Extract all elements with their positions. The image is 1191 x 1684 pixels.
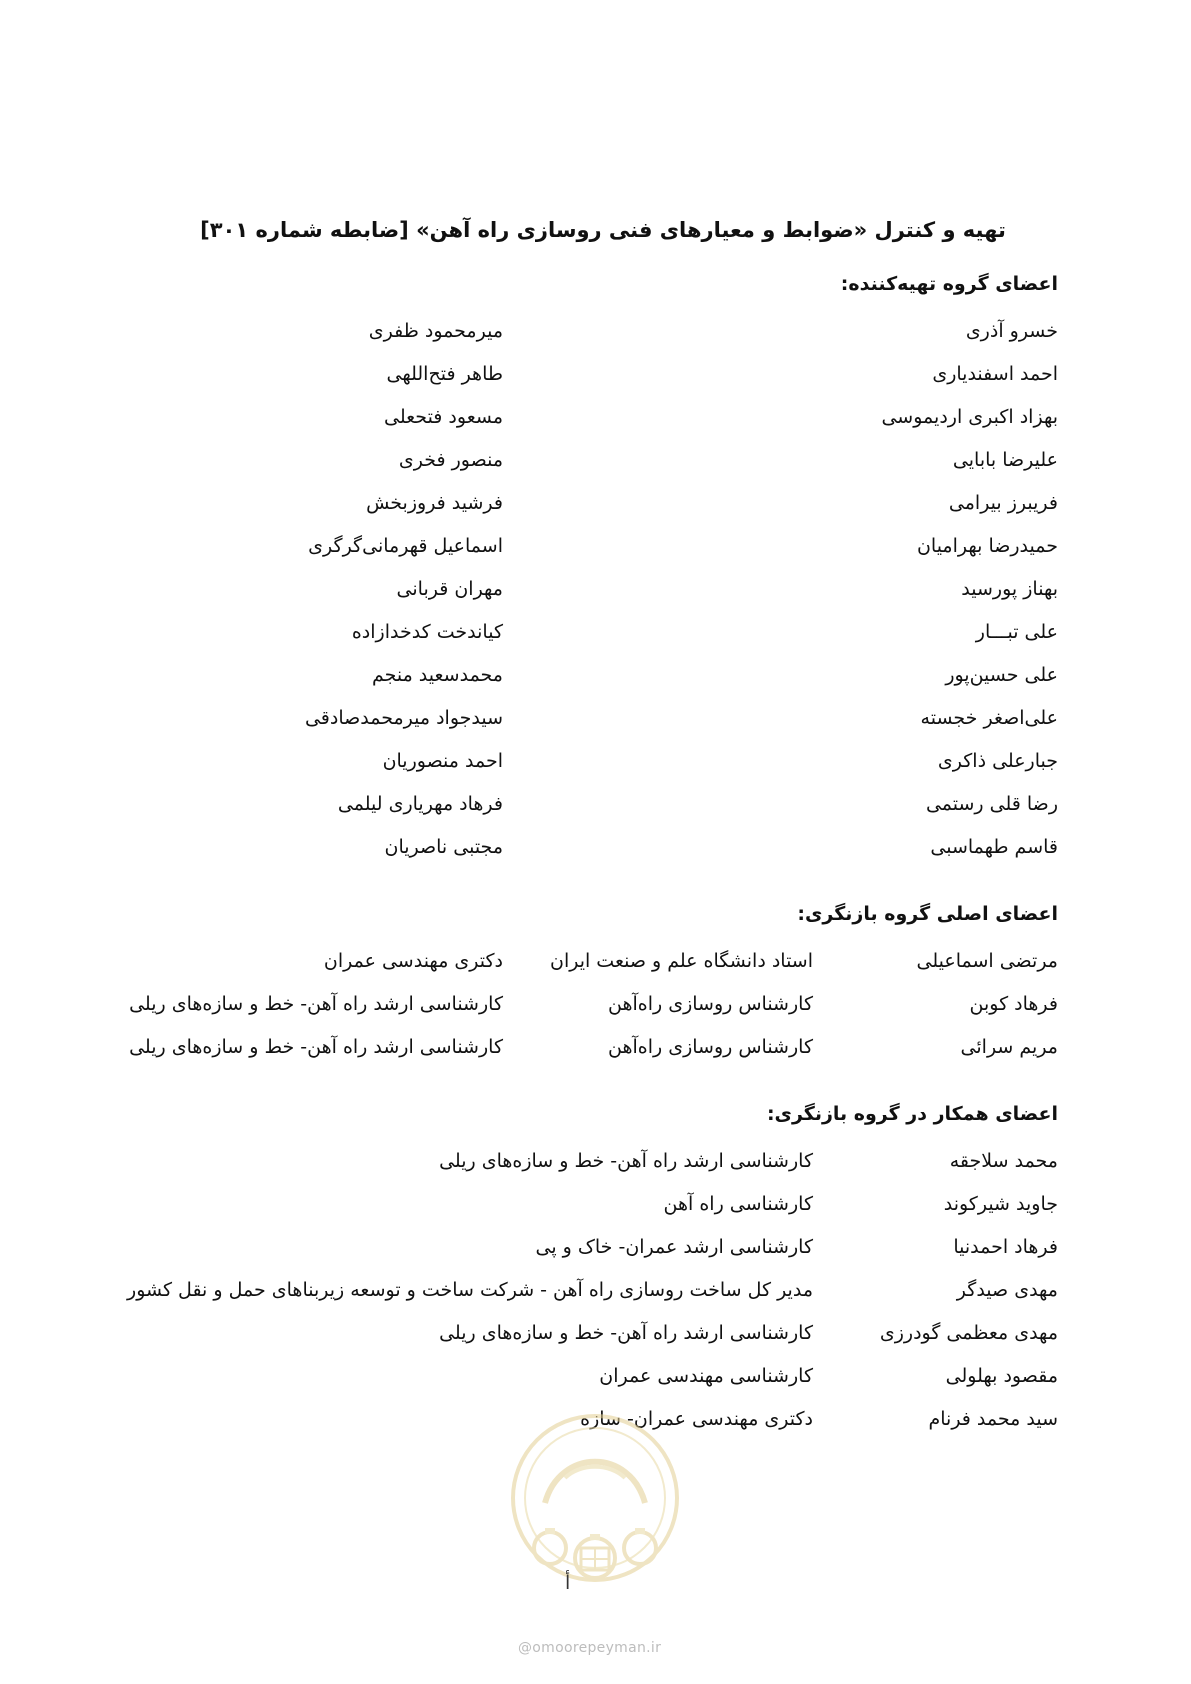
list-item	[0, 363, 1191, 393]
member-name: محمدسعید منجم	[371, 664, 503, 686]
member-name: مرتضی اسماعیلی	[916, 950, 1058, 972]
table-row	[0, 1150, 1191, 1180]
member-name: بهناز پورسید	[961, 578, 1058, 600]
member-name: فریبرز بیرامی	[948, 492, 1058, 514]
member-description: کارشناسی ارشد عمران- خاک و پی	[535, 1236, 813, 1258]
member-description: کارشناسی ارشد راه آهن- خط و سازه‌های ریلی	[439, 1322, 813, 1344]
list-item	[0, 578, 1191, 608]
list-item	[0, 492, 1191, 522]
table-row	[0, 1279, 1191, 1309]
member-position: کارشناس روسازی راه‌آهن	[607, 993, 813, 1015]
member-description: کارشناسی راه آهن	[663, 1193, 813, 1215]
list-item	[0, 449, 1191, 479]
table-row	[0, 1036, 1191, 1066]
list-item	[0, 750, 1191, 780]
list-item	[0, 320, 1191, 350]
member-position: استاد دانشگاه علم و صنعت ایران	[549, 950, 813, 972]
table-row	[0, 993, 1191, 1023]
member-name: مهدی معظمی گودرزی	[879, 1322, 1058, 1344]
table-row	[0, 1365, 1191, 1395]
member-name: فرهاد مهریاری لیلمی	[337, 793, 503, 815]
preparation-group-heading: اعضای گروه تهیه‌کننده:	[840, 273, 1058, 295]
watermark-logo	[505, 1408, 685, 1608]
member-name: محمد سلاجقه	[949, 1150, 1058, 1172]
member-name: رضا قلی رستمی	[925, 793, 1058, 815]
member-name: جبارعلی ذاکری	[937, 750, 1058, 772]
watermark-site: @omoorepeyman.ir	[518, 1640, 662, 1656]
member-name: منصور فخری	[398, 449, 503, 471]
table-row	[0, 1236, 1191, 1266]
member-degree: دکتری مهندسی عمران	[323, 950, 503, 972]
member-name: قاسم طهماسبی	[930, 836, 1058, 858]
member-name: کیاندخت کدخدازاده	[351, 621, 503, 643]
page-number: أ	[565, 1572, 571, 1594]
member-name: میرمحمود ظفری	[368, 320, 503, 342]
table-row	[0, 1322, 1191, 1352]
list-item	[0, 707, 1191, 737]
member-name: مجتبی ناصریان	[384, 836, 503, 858]
member-name: فرهاد کوبن	[969, 993, 1058, 1015]
table-row	[0, 950, 1191, 980]
member-degree: کارشناسی ارشد راه آهن- خط و سازه‌های ریلی	[129, 1036, 503, 1058]
member-name: طاهر فتح‌اللهی	[386, 363, 503, 385]
member-description: مدیر کل ساخت روسازی راه آهن - شرکت ساخت و توسعه زیربناهای حمل و نقل کشور	[127, 1279, 813, 1301]
list-item	[0, 664, 1191, 694]
list-item	[0, 793, 1191, 823]
member-degree: کارشناسی ارشد راه آهن- خط و سازه‌های ریلی	[129, 993, 503, 1015]
member-name: مریم سرائی	[960, 1036, 1058, 1058]
page-title: تهیه و کنترل «ضوابط و معیارهای فنی روسازی راه آهن» [ضابطه شماره ۳۰۱]	[200, 218, 1006, 242]
member-name: فرشید فروزبخش	[366, 492, 503, 514]
list-item	[0, 535, 1191, 565]
member-name: سیدجواد میرمحمدصادقی	[304, 707, 503, 729]
member-name: مهدی صیدگر	[956, 1279, 1058, 1301]
member-name: فرهاد احمدنیا	[953, 1236, 1058, 1258]
member-name: مسعود فتحعلی	[384, 406, 503, 428]
member-name: حمیدرضا بهرامیان	[916, 535, 1058, 557]
member-name: علیرضا بابایی	[952, 449, 1058, 471]
list-item	[0, 406, 1191, 436]
member-name: علی حسین‌پور	[945, 664, 1058, 686]
member-name: احمد اسفندیاری	[932, 363, 1058, 385]
member-name: جاوید شیرکوند	[943, 1193, 1058, 1215]
member-name: مقصود بهلولی	[945, 1365, 1058, 1387]
member-name: سید محمد فرنام	[928, 1408, 1058, 1430]
member-name: مهران قربانی	[396, 578, 503, 600]
main-review-group-heading: اعضای اصلی گروه بازنگری:	[797, 903, 1058, 925]
member-name: احمد منصوریان	[382, 750, 503, 772]
member-name: اسماعیل قهرمانی‌گرگری	[308, 535, 503, 557]
list-item	[0, 836, 1191, 866]
list-item	[0, 621, 1191, 651]
member-description: کارشناسی مهندسی عمران	[599, 1365, 813, 1387]
member-position: کارشناس روسازی راه‌آهن	[607, 1036, 813, 1058]
member-name: علی تبـــار	[975, 621, 1058, 643]
table-row	[0, 1193, 1191, 1223]
member-name: علی‌اصغر خجسته	[920, 707, 1058, 729]
member-description: دکتری مهندسی عمران- سازه	[580, 1408, 813, 1430]
member-name: بهزاد اکبری اردیموسی	[881, 406, 1058, 428]
member-name: خسرو آذری	[965, 320, 1058, 342]
collab-review-group-heading: اعضای همکار در گروه بازنگری:	[766, 1103, 1058, 1125]
member-description: کارشناسی ارشد راه آهن- خط و سازه‌های ریلی	[439, 1150, 813, 1172]
